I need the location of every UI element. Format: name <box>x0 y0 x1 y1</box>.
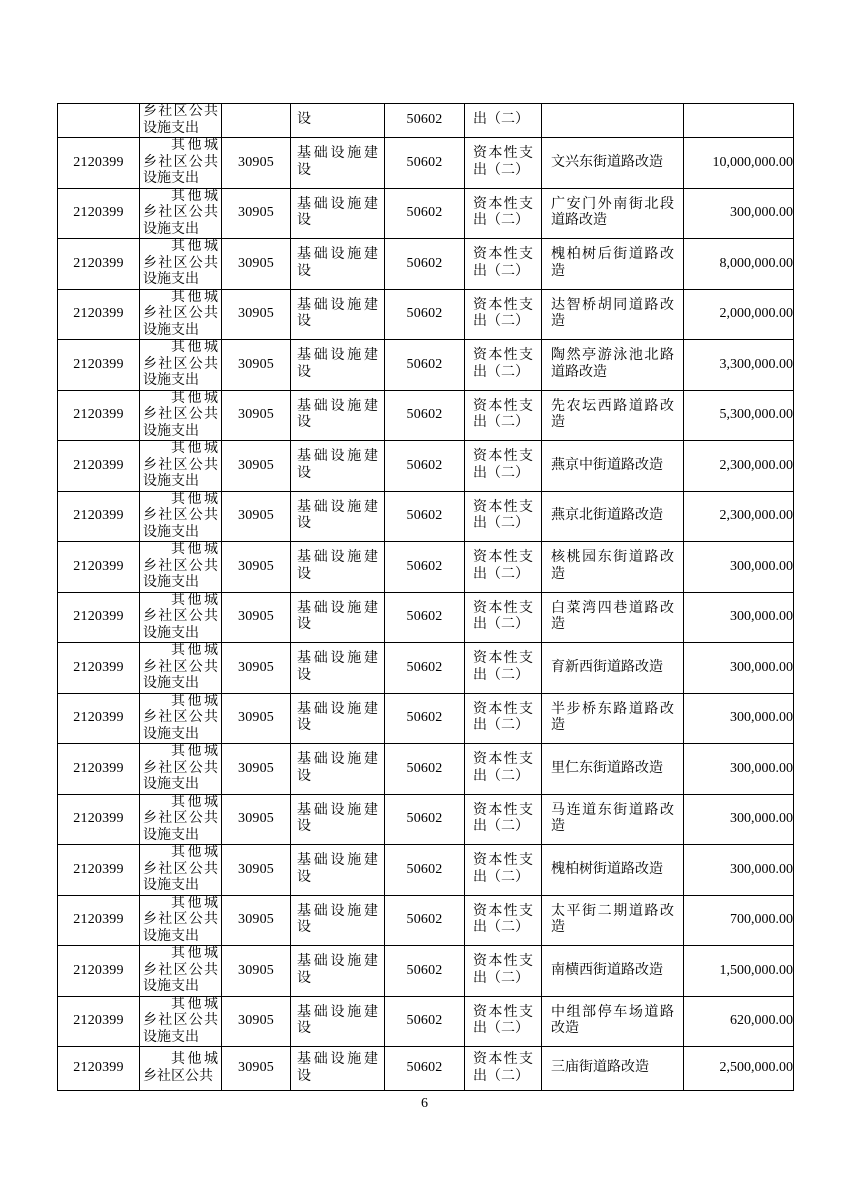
cell-function-code: 2120399 <box>58 138 140 189</box>
economic-name-text: 基础设施建设 <box>297 701 378 734</box>
cell-economic-name <box>291 441 385 492</box>
cell-economic-name <box>291 542 385 593</box>
cell-economic-name <box>291 138 385 189</box>
cell-economic-name <box>291 239 385 290</box>
economic-name-text: 基础设施建设 <box>297 853 378 885</box>
gov-economic-name-text: 出（二） <box>473 112 529 128</box>
function-name-text: 其他城乡社区公共设施支出 <box>143 946 218 994</box>
gov-economic-name-text: 资本性支出（二） <box>473 903 533 936</box>
project-name-text: 三庙街道路改造 <box>551 1060 649 1076</box>
cell-gov-economic-code: 50602 <box>385 592 465 643</box>
cell-function-name <box>140 289 222 340</box>
cell-gov-economic-name <box>465 693 542 744</box>
table-row <box>58 592 794 643</box>
table-row <box>58 643 794 694</box>
project-name-text: 半步桥东路道路改造 <box>551 701 674 734</box>
table-row <box>58 996 794 1047</box>
cell-amount: 620,000.00 <box>684 996 794 1047</box>
project-name-text: 陶然亭游泳池北路道路改造 <box>551 348 674 380</box>
cell-economic-code: 30905 <box>222 592 291 643</box>
cell-function-code: 2120399 <box>58 542 140 593</box>
economic-name-text: 基础设施建设 <box>297 600 378 633</box>
cell-project-name <box>542 441 684 492</box>
cell-gov-economic-code: 50602 <box>385 996 465 1047</box>
cell-economic-code: 30905 <box>222 390 291 441</box>
cell-economic-code: 30905 <box>222 895 291 946</box>
cell-economic-code: 30905 <box>222 289 291 340</box>
cell-function-name <box>140 542 222 593</box>
cell-function-code: 2120399 <box>58 744 140 795</box>
cell-gov-economic-name <box>465 542 542 593</box>
cell-gov-economic-name <box>465 744 542 795</box>
cell-amount: 2,000,000.00 <box>684 289 794 340</box>
project-name-text: 白菜湾四巷道路改造 <box>551 600 674 633</box>
gov-economic-name-text: 资本性支出（二） <box>473 550 533 582</box>
cell-function-name <box>140 188 222 239</box>
table-row <box>58 340 794 391</box>
economic-name-text: 基础设施建设 <box>297 1004 378 1037</box>
cell-economic-name <box>291 340 385 391</box>
cell-amount: 2,300,000.00 <box>684 491 794 542</box>
cell-function-name <box>140 794 222 845</box>
cell-project-name <box>542 845 684 896</box>
cell-amount: 2,500,000.00 <box>684 1047 794 1091</box>
function-name-text: 其他城乡社区公共设施支出 <box>143 491 218 540</box>
table-body <box>58 104 794 1091</box>
economic-name-text: 基础设施建设 <box>297 247 378 279</box>
cell-economic-name <box>291 592 385 643</box>
cell-project-name <box>542 592 684 643</box>
cell-gov-economic-name <box>465 1047 542 1091</box>
cell-gov-economic-name <box>465 441 542 492</box>
cell-gov-economic-name <box>465 794 542 845</box>
function-name-text: 其他城乡社区公共设施支出 <box>143 138 218 186</box>
cell-economic-code: 30905 <box>222 946 291 997</box>
gov-economic-name-text: 资本性支出（二） <box>473 196 533 229</box>
cell-gov-economic-name <box>465 491 542 542</box>
cell-amount: 300,000.00 <box>684 744 794 795</box>
cell-gov-economic-name <box>465 592 542 643</box>
project-name-text: 燕京北街道路改造 <box>551 508 663 523</box>
cell-gov-economic-code: 50602 <box>385 946 465 997</box>
cell-project-name <box>542 946 684 997</box>
cell-function-name <box>140 104 222 138</box>
cell-amount <box>684 104 794 138</box>
cell-amount: 1,500,000.00 <box>684 946 794 997</box>
cell-gov-economic-code: 50602 <box>385 542 465 593</box>
cell-project-name <box>542 239 684 290</box>
cell-function-name <box>140 340 222 391</box>
economic-name-text: 基础设施建设 <box>297 903 378 936</box>
gov-economic-name-text: 资本性支出（二） <box>473 954 533 986</box>
cell-function-name <box>140 491 222 542</box>
cell-project-name <box>542 744 684 795</box>
economic-name-text: 设 <box>297 112 311 128</box>
cell-function-code: 2120399 <box>58 390 140 441</box>
cell-function-name <box>140 996 222 1047</box>
gov-economic-name-text: 资本性支出（二） <box>473 752 533 784</box>
cell-economic-code: 30905 <box>222 643 291 694</box>
table-row <box>58 104 794 138</box>
function-name-text: 其他城乡社区公共设施支出 <box>143 895 218 944</box>
gov-economic-name-text: 资本性支出（二） <box>473 853 533 885</box>
function-name-text: 其他城乡社区公共设施支出 <box>143 592 218 641</box>
cell-function-name <box>140 1047 222 1091</box>
economic-name-text: 基础设施建设 <box>297 802 378 835</box>
cell-economic-code: 30905 <box>222 542 291 593</box>
function-name-text: 其他城乡社区公共设施支出 <box>143 693 218 742</box>
cell-amount: 700,000.00 <box>684 895 794 946</box>
cell-economic-name <box>291 794 385 845</box>
table-row <box>58 744 794 795</box>
cell-function-name <box>140 744 222 795</box>
gov-economic-name-text: 资本性支出（二） <box>473 1052 533 1084</box>
cell-project-name <box>542 542 684 593</box>
economic-name-text: 基础设施建设 <box>297 348 378 380</box>
gov-economic-name-text: 资本性支出（二） <box>473 146 533 178</box>
cell-function-code: 2120399 <box>58 188 140 239</box>
cell-gov-economic-name <box>465 340 542 391</box>
cell-function-code: 2120399 <box>58 239 140 290</box>
cell-economic-name <box>291 744 385 795</box>
cell-amount: 300,000.00 <box>684 542 794 593</box>
cell-economic-code: 30905 <box>222 138 291 189</box>
function-name-text: 其他城乡社区公共设施支出 <box>143 441 218 489</box>
cell-project-name <box>542 104 684 138</box>
cell-project-name <box>542 138 684 189</box>
function-name-text: 其他城乡社区公共设施支出 <box>143 794 218 843</box>
gov-economic-name-text: 资本性支出（二） <box>473 802 533 835</box>
economic-name-text: 基础设施建设 <box>297 550 378 582</box>
cell-gov-economic-code: 50602 <box>385 643 465 694</box>
economic-name-text: 基础设施建设 <box>297 196 378 229</box>
cell-gov-economic-name <box>465 845 542 896</box>
function-name-text: 其他城乡社区公共设施支出 <box>143 643 218 691</box>
cell-project-name <box>542 1047 684 1091</box>
gov-economic-name-text: 资本性支出（二） <box>473 701 533 734</box>
cell-economic-name <box>291 390 385 441</box>
cell-amount: 300,000.00 <box>684 845 794 896</box>
function-name-text: 其他城乡社区公共 <box>143 1052 218 1084</box>
cell-economic-code: 30905 <box>222 340 291 391</box>
function-name-text: 其他城乡社区公共设施支出 <box>143 188 218 237</box>
cell-economic-name <box>291 1047 385 1091</box>
cell-amount: 5,300,000.00 <box>684 390 794 441</box>
cell-gov-economic-name <box>465 390 542 441</box>
table-row <box>58 289 794 340</box>
economic-name-text: 基础设施建设 <box>297 651 378 683</box>
cell-function-name <box>140 643 222 694</box>
cell-amount: 2,300,000.00 <box>684 441 794 492</box>
cell-project-name <box>542 188 684 239</box>
table-row <box>58 1047 794 1091</box>
cell-function-name <box>140 895 222 946</box>
cell-amount: 300,000.00 <box>684 794 794 845</box>
cell-function-code: 2120399 <box>58 996 140 1047</box>
cell-project-name <box>542 643 684 694</box>
table-row <box>58 693 794 744</box>
economic-name-text: 基础设施建设 <box>297 398 378 431</box>
cell-function-code: 2120399 <box>58 491 140 542</box>
function-name-text: 其他城乡社区公共设施支出 <box>143 845 218 893</box>
cell-function-code: 2120399 <box>58 693 140 744</box>
cell-gov-economic-code: 50602 <box>385 895 465 946</box>
project-name-text: 马连道东街道路改造 <box>551 802 674 835</box>
function-name-text: 其他城乡社区公共设施支出 <box>143 996 218 1045</box>
cell-project-name <box>542 340 684 391</box>
economic-name-text: 基础设施建设 <box>297 297 378 330</box>
cell-amount: 300,000.00 <box>684 693 794 744</box>
cell-economic-code: 30905 <box>222 794 291 845</box>
function-name-text: 其他城乡社区公共设施支出 <box>143 744 218 792</box>
gov-economic-name-text: 资本性支出（二） <box>473 1004 533 1037</box>
table-row <box>58 239 794 290</box>
cell-amount: 300,000.00 <box>684 188 794 239</box>
table-row <box>58 491 794 542</box>
cell-gov-economic-name <box>465 289 542 340</box>
cell-amount: 8,000,000.00 <box>684 239 794 290</box>
cell-gov-economic-code: 50602 <box>385 104 465 138</box>
cell-function-code: 2120399 <box>58 845 140 896</box>
economic-name-text: 基础设施建设 <box>297 499 378 532</box>
gov-economic-name-text: 资本性支出（二） <box>473 600 533 633</box>
cell-gov-economic-name <box>465 188 542 239</box>
cell-economic-name <box>291 491 385 542</box>
cell-amount: 3,300,000.00 <box>684 340 794 391</box>
cell-economic-name <box>291 845 385 896</box>
gov-economic-name-text: 资本性支出（二） <box>473 651 533 683</box>
cell-economic-name <box>291 946 385 997</box>
cell-project-name <box>542 289 684 340</box>
cell-function-name <box>140 138 222 189</box>
cell-gov-economic-name <box>465 996 542 1047</box>
cell-function-name <box>140 592 222 643</box>
cell-function-code <box>58 104 140 138</box>
cell-function-code: 2120399 <box>58 289 140 340</box>
project-name-text: 太平街二期道路改造 <box>551 903 674 936</box>
budget-table <box>57 103 794 1091</box>
cell-economic-name <box>291 996 385 1047</box>
project-name-text: 核桃园东街道路改造 <box>551 550 674 582</box>
cell-gov-economic-name <box>465 643 542 694</box>
project-name-text: 文兴东街道路改造 <box>551 154 663 170</box>
cell-economic-name <box>291 289 385 340</box>
gov-economic-name-text: 资本性支出（二） <box>473 297 533 330</box>
cell-gov-economic-code: 50602 <box>385 340 465 391</box>
cell-amount: 300,000.00 <box>684 592 794 643</box>
table-row <box>58 441 794 492</box>
gov-economic-name-text: 资本性支出（二） <box>473 398 533 431</box>
cell-economic-code: 30905 <box>222 491 291 542</box>
table-row <box>58 138 794 189</box>
cell-amount: 300,000.00 <box>684 643 794 694</box>
function-name-text: 乡社区公共设施支出 <box>143 104 218 136</box>
cell-economic-code: 30905 <box>222 744 291 795</box>
function-name-text: 其他城乡社区公共设施支出 <box>143 289 218 338</box>
cell-gov-economic-code: 50602 <box>385 188 465 239</box>
cell-project-name <box>542 491 684 542</box>
cell-economic-code: 30905 <box>222 239 291 290</box>
cell-gov-economic-code: 50602 <box>385 138 465 189</box>
cell-function-code: 2120399 <box>58 340 140 391</box>
cell-gov-economic-name <box>465 895 542 946</box>
cell-gov-economic-code: 50602 <box>385 441 465 492</box>
cell-gov-economic-code: 50602 <box>385 1047 465 1091</box>
cell-gov-economic-code: 50602 <box>385 390 465 441</box>
gov-economic-name-text: 资本性支出（二） <box>473 499 533 532</box>
economic-name-text: 基础设施建设 <box>297 449 378 481</box>
cell-gov-economic-name <box>465 946 542 997</box>
cell-economic-name <box>291 104 385 138</box>
table-row <box>58 895 794 946</box>
cell-amount: 10,000,000.00 <box>684 138 794 189</box>
cell-gov-economic-code: 50602 <box>385 845 465 896</box>
cell-gov-economic-name <box>465 138 542 189</box>
project-name-text: 中组部停车场道路改造 <box>551 1004 674 1037</box>
cell-economic-code: 30905 <box>222 1047 291 1091</box>
cell-gov-economic-code: 50602 <box>385 744 465 795</box>
table-row <box>58 794 794 845</box>
table-row <box>58 188 794 239</box>
project-name-text: 槐柏树后街道路改造 <box>551 247 674 279</box>
project-name-text: 燕京中街道路改造 <box>551 457 663 473</box>
cell-gov-economic-code: 50602 <box>385 289 465 340</box>
economic-name-text: 基础设施建设 <box>297 1052 378 1084</box>
cell-gov-economic-code: 50602 <box>385 794 465 845</box>
cell-economic-code: 30905 <box>222 693 291 744</box>
function-name-text: 其他城乡社区公共设施支出 <box>143 390 218 439</box>
cell-function-code: 2120399 <box>58 946 140 997</box>
cell-economic-code: 30905 <box>222 441 291 492</box>
cell-economic-name <box>291 895 385 946</box>
cell-function-name <box>140 441 222 492</box>
cell-function-code: 2120399 <box>58 895 140 946</box>
gov-economic-name-text: 资本性支出（二） <box>473 348 533 380</box>
project-name-text: 槐柏树街道路改造 <box>551 861 663 877</box>
cell-economic-code <box>222 104 291 138</box>
economic-name-text: 基础设施建设 <box>297 146 378 178</box>
cell-economic-name <box>291 188 385 239</box>
economic-name-text: 基础设施建设 <box>297 752 378 784</box>
cell-project-name <box>542 996 684 1047</box>
cell-project-name <box>542 895 684 946</box>
page-number: 6 <box>421 1096 428 1111</box>
cell-economic-code: 30905 <box>222 845 291 896</box>
cell-economic-code: 30905 <box>222 188 291 239</box>
cell-economic-name <box>291 693 385 744</box>
cell-gov-economic-name <box>465 104 542 138</box>
project-name-text: 广安门外南街北段道路改造 <box>551 196 674 229</box>
gov-economic-name-text: 资本性支出（二） <box>473 449 533 481</box>
project-name-text: 里仁东街道路改造 <box>551 760 663 776</box>
economic-name-text: 基础设施建设 <box>297 954 378 986</box>
gov-economic-name-text: 资本性支出（二） <box>473 247 533 279</box>
cell-function-name <box>140 693 222 744</box>
cell-function-code: 2120399 <box>58 643 140 694</box>
cell-function-name <box>140 390 222 441</box>
cell-function-code: 2120399 <box>58 592 140 643</box>
cell-function-name <box>140 845 222 896</box>
table-row <box>58 845 794 896</box>
cell-gov-economic-code: 50602 <box>385 693 465 744</box>
cell-gov-economic-code: 50602 <box>385 239 465 290</box>
project-name-text: 达智桥胡同道路改造 <box>551 297 674 330</box>
cell-gov-economic-code: 50602 <box>385 491 465 542</box>
cell-function-code: 2120399 <box>58 441 140 492</box>
cell-gov-economic-name <box>465 239 542 290</box>
cell-project-name <box>542 390 684 441</box>
project-name-text: 先农坛西路道路改造 <box>551 398 674 431</box>
cell-economic-name <box>291 643 385 694</box>
cell-function-code: 2120399 <box>58 794 140 845</box>
table-row <box>58 946 794 997</box>
cell-function-name <box>140 239 222 290</box>
project-name-text: 育新西街道路改造 <box>551 659 663 675</box>
function-name-text: 其他城乡社区公共设施支出 <box>143 239 218 287</box>
table-row <box>58 390 794 441</box>
table-row <box>58 542 794 593</box>
cell-project-name <box>542 693 684 744</box>
cell-project-name <box>542 794 684 845</box>
function-name-text: 其他城乡社区公共设施支出 <box>143 542 218 590</box>
cell-function-code: 2120399 <box>58 1047 140 1091</box>
cell-function-name <box>140 946 222 997</box>
cell-economic-code: 30905 <box>222 996 291 1047</box>
project-name-text: 南横西街道路改造 <box>551 962 663 978</box>
function-name-text: 其他城乡社区公共设施支出 <box>143 340 218 388</box>
